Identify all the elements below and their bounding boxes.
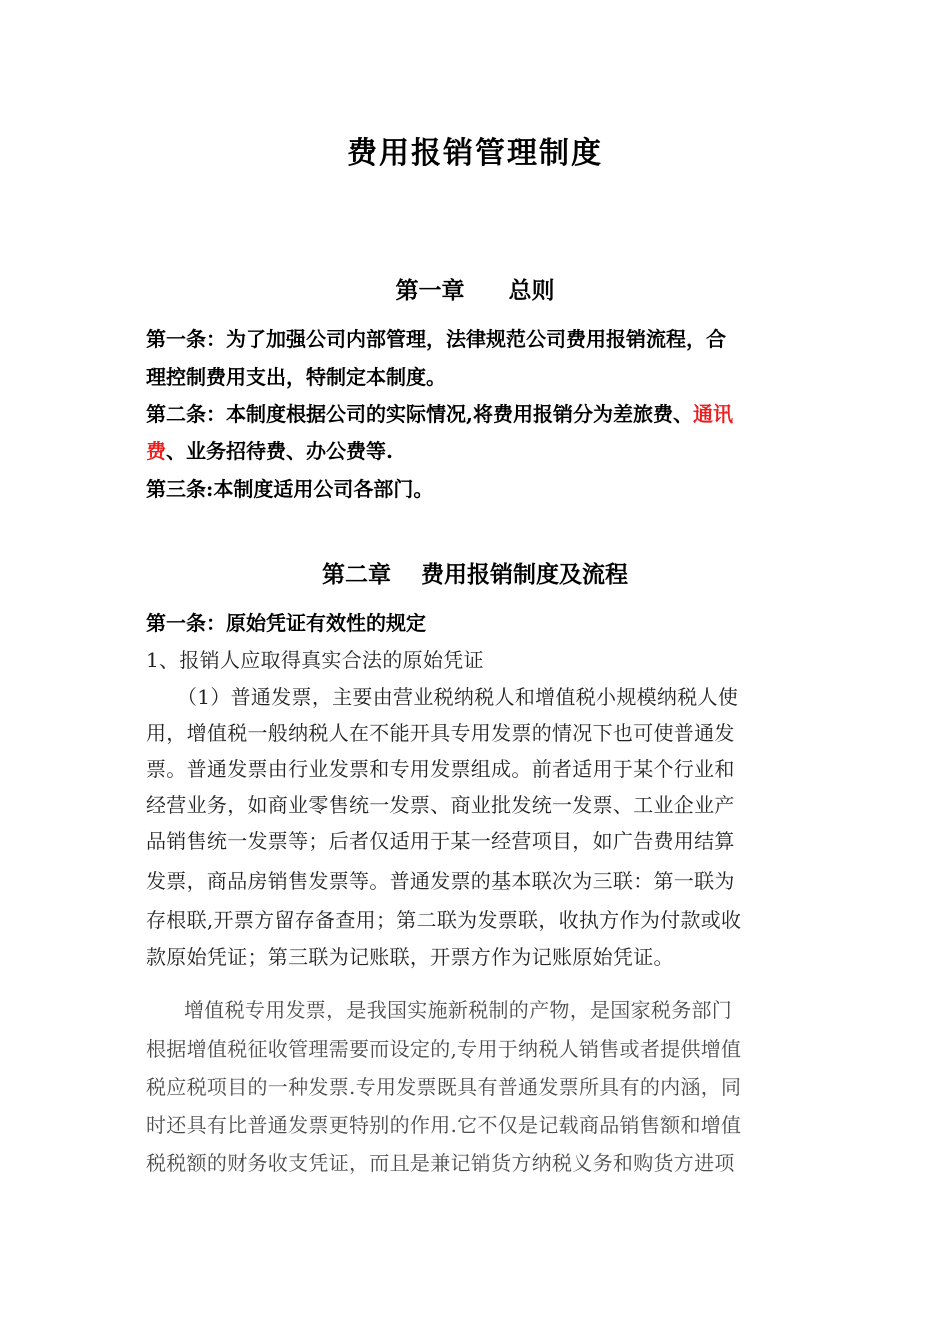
paragraph-line: 税税额的财务收支凭证，而且是兼记销货方纳税义务和购货方进项 — [146, 1151, 735, 1175]
chapter-1-article-2-line-1 — [146, 398, 733, 427]
chapter-2-item-1: 1、报销人应取得真实合法的原始凭证 — [146, 648, 484, 672]
paragraph-line: 经营业务，如商业零售统一发票、商业批发统一发票、工业企业产 — [146, 793, 735, 817]
paragraph-line: 时还具有比普通发票更特别的作用.它不仅是记载商品销售额和增值 — [146, 1113, 742, 1137]
paragraph-line: 品销售统一发票等；后者仅适用于某一经营项目，如广告费用结算 — [146, 829, 735, 853]
paragraph-line: 票。普通发票由行业发票和专用发票组成。前者适用于某个行业和 — [146, 757, 735, 781]
chapter-2-number: 第二章 — [322, 561, 391, 588]
paragraph-line: （1）普通发票，主要由营业税纳税人和增值税小规模纳税人使 — [177, 685, 739, 709]
chapter-1-heading — [0, 272, 950, 305]
highlight-text-cont: 费 — [146, 439, 166, 463]
paragraph-line: 存根联,开票方留存备查用；第二联为发票联，收执方作为付款或收 — [146, 908, 742, 932]
chapter-1-name: 总则 — [508, 277, 555, 304]
article-2-text: 第二条：本制度根据公司的实际情况,将费用报销分为差旅费、 — [146, 402, 693, 426]
chapter-2-name: 费用报销制度及流程 — [421, 561, 628, 588]
chapter-2-article-1: 第一条：原始凭证有效性的规定 — [146, 611, 426, 635]
chapter-1-article-3: 第三条:本制度适用公司各部门。 — [146, 477, 434, 501]
chapter-1-article-2-line-2 — [146, 435, 393, 464]
document-title: 费用报销管理制度 — [347, 136, 603, 171]
paragraph-line: 税应税项目的一种发票.专用发票既具有普通发票所具有的内涵，同 — [146, 1075, 742, 1099]
chapter-1-article-1-line-1: 第一条：为了加强公司内部管理，法律规范公司费用报销流程，合 — [146, 327, 726, 351]
chapter-2-heading — [0, 556, 950, 589]
article-2-text-cont: 、业务招待费、办公费等. — [166, 439, 393, 463]
highlight-text: 通讯 — [692, 402, 733, 426]
paragraph-line: 增值税专用发票，是我国实施新税制的产物，是国家税务部门 — [184, 998, 733, 1022]
paragraph-line: 款原始凭证；第三联为记账联，开票方作为记账原始凭证。 — [146, 945, 674, 969]
paragraph-line: 根据增值税征收管理需要而设定的,专用于纳税人销售或者提供增值 — [146, 1037, 742, 1061]
chapter-1-number: 第一章 — [395, 277, 465, 304]
paragraph-line: 发票，商品房销售发票等。普通发票的基本联次为三联：第一联为 — [146, 869, 735, 893]
chapter-1-article-1-line-2: 理控制费用支出，特制定本制度。 — [146, 365, 446, 389]
paragraph-line: 用，增值税一般纳税人在不能开具专用发票的情况下也可使普通发 — [146, 721, 735, 745]
